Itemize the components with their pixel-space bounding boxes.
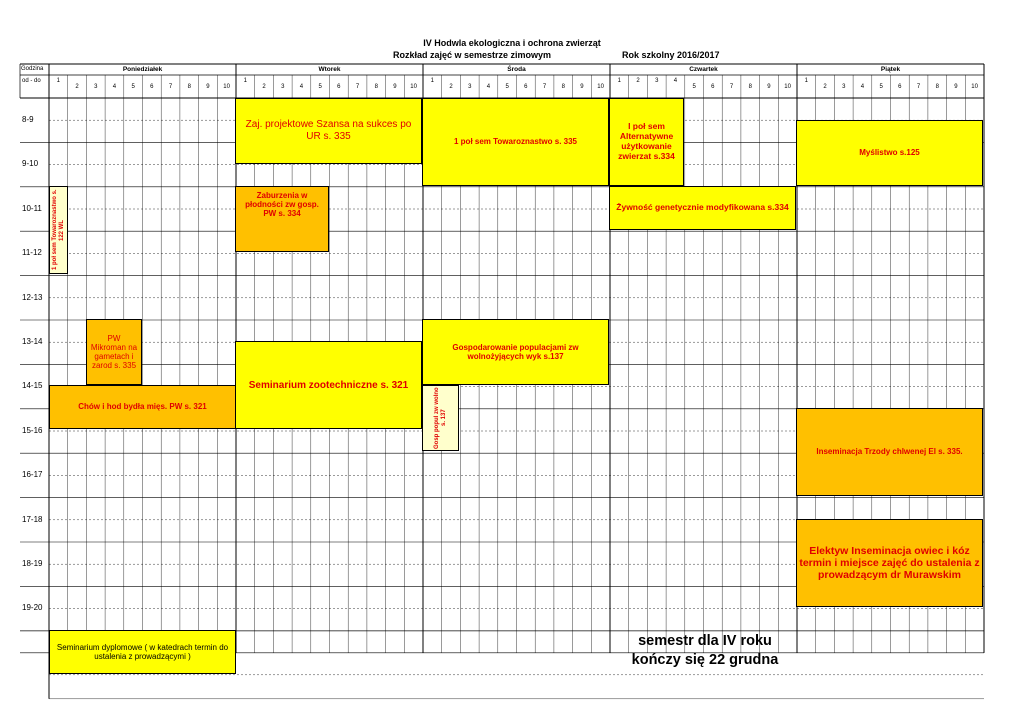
slot-label: 5 [879, 84, 883, 90]
hour-label: 14-15 [22, 381, 43, 391]
semester-end-note [600, 632, 810, 670]
event-mon-pw-mikroman: PW Mikroman na gametach i zarod s. 335 [86, 319, 142, 385]
event-tue-zaburzenia: Zaburzenia w płodności zw gosp. PW s. 334 [235, 186, 329, 252]
event-wed-gospodarowanie: Gospodarowanie populacjami zw wolnożyjących wyk s.137 [422, 319, 609, 385]
slot-label: 1 [617, 78, 622, 84]
slot-label: 3 [281, 84, 285, 90]
slot-label: 1 [243, 78, 248, 84]
slot-label: 6 [711, 84, 715, 90]
event-fri-inseminacja-trzody: Inseminacja Trzody chlwenej El s. 335. [796, 408, 983, 496]
slot-label: 7 [542, 84, 547, 90]
slot-label: 2 [262, 84, 266, 90]
slot-label: 8 [748, 84, 752, 90]
slot-label: 3 [94, 84, 98, 90]
slot-label: 1 [430, 78, 435, 84]
hour-label: 8-9 [22, 115, 34, 124]
semester-end-line-2: kończy się 22 grudna [631, 651, 779, 668]
semester-end-line-1: semestr dla IV roku [638, 633, 772, 649]
slot-label: 6 [150, 84, 154, 90]
document-subtitle: Rozkład zajęć w semestrze zimowym [392, 50, 552, 60]
slot-label: 10 [784, 84, 791, 90]
slot-label: 8 [187, 84, 191, 90]
event-seminarium-dyplomowe: Seminarium dyplomowe ( w katedrach termin do ustalenia z prowadzącymi ) [49, 630, 236, 674]
event-wed-towaroznawstwo: 1 poł sem Towaroznastwo s. 335 [422, 98, 609, 186]
slot-label: 7 [355, 84, 360, 90]
slot-label: 6 [898, 84, 902, 90]
slot-label: 8 [561, 84, 565, 90]
day-label: Wtorek [318, 66, 341, 73]
hour-label: 13-14 [22, 337, 43, 346]
slot-label: 9 [393, 84, 397, 90]
hour-label: 12-13 [22, 292, 43, 302]
slot-label: 5 [505, 84, 509, 90]
slot-label: 7 [729, 84, 734, 90]
event-wed-gosp-popul-label: Gosp popul zw wolno s. 137 [433, 387, 447, 449]
slot-label: 8 [374, 84, 378, 90]
event-thu-alternatywne: I poł sem Alternatywne użytkowanie zwierzat s.334 [609, 98, 684, 186]
hour-label: 16-17 [22, 470, 43, 480]
slot-label: 2 [823, 84, 827, 90]
slot-label: 7 [916, 84, 921, 90]
hour-label: 17-18 [22, 514, 43, 524]
slot-label: 10 [597, 84, 604, 90]
slot-label: 4 [860, 84, 865, 90]
event-mon-chow: Chów i hod bydła mięs. PW s. 321 [49, 385, 236, 429]
slot-label: 9 [767, 84, 771, 90]
slot-label: 6 [524, 84, 528, 90]
document-title: IV Hodwla ekologiczna i ochrona zwierząt [423, 38, 601, 48]
slot-label: 2 [75, 84, 79, 90]
slot-label: 10 [971, 84, 978, 90]
slot-label: 4 [299, 84, 304, 90]
hour-label: 10-11 [22, 203, 42, 213]
godzina-label: Godzina [21, 66, 44, 72]
slot-label: 9 [954, 84, 958, 90]
day-label: Poniedziałek [122, 66, 163, 73]
slot-label: 8 [935, 84, 939, 90]
slot-label: 9 [206, 84, 210, 90]
event-tue-seminarium: Seminarium zootechniczne s. 321 [235, 341, 422, 429]
day-label: Piątek [880, 66, 901, 73]
slot-label: 7 [168, 84, 173, 90]
slot-label: 3 [655, 78, 659, 84]
event-fri-elektyw: Elektyw Inseminacja owiec i kóz termin i miejsce zajęć do ustalenia z prowadzącym dr Murawskim [796, 519, 983, 607]
slot-label: 4 [673, 78, 678, 84]
event-wed-gosp-popul [422, 385, 459, 451]
hour-label: 18-19 [22, 559, 43, 568]
slot-label: 2 [449, 84, 453, 90]
slot-label: 4 [112, 84, 117, 90]
slot-label: 1 [804, 78, 809, 84]
slot-label: 10 [223, 84, 230, 90]
school-year: Rok szkolny 2016/2017 [622, 50, 720, 60]
hour-label: 11-12 [22, 248, 42, 258]
event-fri-myslistwo: Myślistwo s.125 [796, 120, 983, 186]
slot-label: 1 [56, 78, 61, 84]
slot-label: 2 [636, 78, 640, 84]
slot-label: 5 [692, 84, 696, 90]
hour-label: 19-20 [22, 603, 43, 613]
slot-label: 3 [468, 84, 472, 90]
slot-label: 4 [486, 84, 491, 90]
hour-label: 15-16 [22, 425, 43, 435]
slot-label: 9 [580, 84, 584, 90]
event-mon-towaroznastwo [49, 186, 68, 274]
event-mon-towaroznastwo-label: 1 poł sem Towaroznastwo s. 122 WL [51, 189, 65, 271]
slot-label: 3 [842, 84, 846, 90]
day-label: Środa [507, 66, 526, 73]
slot-label: 5 [131, 84, 135, 90]
day-label: Czwartek [689, 66, 718, 73]
event-thu-zywnosc: Żywność genetycznie modyfikowana s.334 [609, 186, 796, 230]
slot-label: 6 [337, 84, 341, 90]
hour-label: 9-10 [22, 159, 39, 169]
event-tue-projekt: Zaj. projektowe Szansa na sukces po UR s. 335 [235, 98, 422, 164]
slot-label: 10 [410, 84, 417, 90]
od-do-label: od - do [22, 78, 41, 84]
slot-label: 5 [318, 84, 322, 90]
